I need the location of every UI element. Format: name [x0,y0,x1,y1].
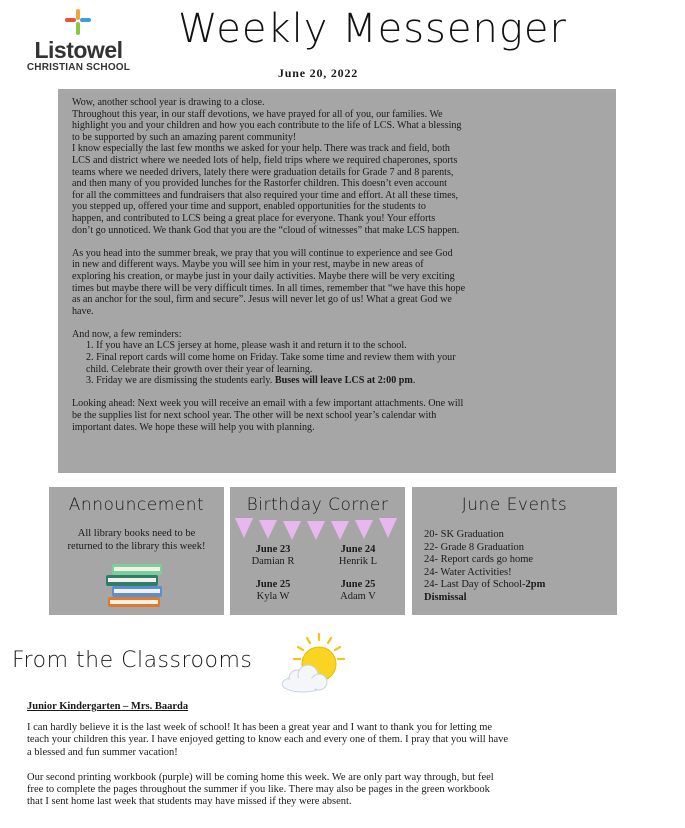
cross-logo-icon [64,8,92,36]
letter-line: as an anchor for the soul, firm and secure”. Jesus will never let go of us! What a great God we [72,294,452,306]
event-item: 22- Grade 8 Graduation [424,541,525,553]
birthday-date: June 24 [340,544,376,555]
text-line: a blessed and fun summer vacation! [27,746,178,758]
letter-line: As you head into the summer break, we pray that you will continue to experience and see God [72,247,453,259]
reminder-item [72,375,592,387]
letter-line: teams where we needed drivers, lately there were graduation details for Grade 7 and 8 parents, [72,166,454,178]
letter-line: exploring his creation, or maybe just in your daily activities. Maybe there will be very exciting [72,270,455,282]
letter-line: be the supplies list for next school year. The other will be next school year’s calendar with [72,410,437,422]
letter-line: Wow, another school year is drawing to a close. [72,97,265,108]
letter-line: and then many of you provided lunches for the Rastorfer children. This doesn’t even account [72,178,447,190]
reminder-item: 1. If you have an LCS jersey at home, please wash it and return it to the school. [86,340,407,352]
school-logo [26,8,131,78]
letter-line: don’t go unnoticed. We thank God that you are the “cloud of witnesses” that make LCS happen. [72,224,460,236]
letter-line: I know especially the last few months we asked for your help. There was track and field, both [72,143,450,155]
birthday-entry [328,579,388,603]
text-line: teach your children this year. I have enjoyed getting to know each and every one of them. I pray that you will have [27,734,509,746]
books-icon [104,561,166,609]
letter-line: happen, and contributed to LCS being a great place for everyone. Thank you! Your efforts [72,212,436,224]
sun-cloud-icon [277,630,347,698]
event-item: 24- Report cards go home [424,554,534,565]
classroom-message [27,722,647,821]
letter-line: Looking ahead: Next week you will receive an email with a few important attachments. One will [72,398,464,410]
birthday-box [230,487,405,615]
letter-paragraph-1 [72,97,592,236]
event-item-continued [424,592,545,605]
reminder-item: 2. Final report cards will come home on Friday. Take some time and review them with your [86,352,456,364]
birthday-name: Henrik L [338,556,378,567]
text-line: free to complete the pages throughout the summer if you like. There may also be pages in the green workbook [27,784,490,796]
letter-line: LCS and district where we needed lots of help, field trips where we required chaperones, sports [72,154,458,166]
reminder-item-continued: child. Celebrate their growth over their year of learning. [86,363,313,375]
announcement-text [49,527,224,553]
pennant-banner-icon [235,518,400,540]
principal-letter [72,97,592,433]
birthday-entry [243,579,303,603]
birthday-name: Adam V [340,591,376,602]
event-text: 24- Last Day of School- [424,579,526,590]
letter-line: important dates. We hope these will help you with planning. [72,421,315,433]
letter-paragraph-2 [72,248,592,318]
letter-line: have. [72,305,94,317]
classroom-paragraph [27,772,647,809]
logo-name: Listowel [34,37,123,63]
reminder-text: 3. Friday we are dismissing the students early. [86,375,275,387]
birthday-date: June 25 [340,579,376,590]
letter-line: you stepped up, offered your time and support, enabled opportunities for the students to [72,201,426,213]
letter-paragraph-4 [72,398,592,433]
announcement-line: returned to the library this week! [67,541,206,552]
reminders-intro: And now, a few reminders: [72,328,182,340]
birthday-name: Damian R [251,556,295,567]
event-item: 24- Water Activities! [424,566,512,578]
event-bold-time: 2pm [525,579,546,590]
classroom-paragraph [27,722,647,759]
announcement-box [49,487,224,615]
letter-line: to be supported by such an amazing parent community! [72,131,297,143]
section-title-jk: Junior Kindergarten – Mrs. Baarda [27,701,189,712]
event-item [424,579,545,592]
birthday-title: Birthday Corner [246,495,389,515]
text-line: Our second printing workbook (purple) will be coming home this week. We are only part way through, but feel [27,771,494,783]
birthday-entry [243,544,303,568]
june-events-title: June Events [461,495,568,515]
letter-line: Throughout this year, in our staff devotions, we have prayed for all of you, our families. We [72,108,443,120]
letter-line: for all the committees and fundraisers that also required your time and effort. At all these times, [72,189,459,201]
events-list [424,529,545,604]
event-item: 20- SK Graduation [424,529,504,540]
letter-line: times but maybe there will be very difficult times. In all times, remember that “we have this hope [72,282,466,294]
classrooms-heading: From the Classrooms [12,648,253,673]
reminder-end: . [412,375,416,387]
event-bold-dismissal: Dismissal [424,591,467,603]
newsletter-title: Weekly Messenger [178,6,567,52]
birthday-date: June 25 [255,579,291,590]
logo-subtitle: CHRISTIAN SCHOOL [26,62,131,73]
announcement-line: All library books need to be [77,528,196,539]
announcement-title: Announcement [68,495,205,515]
birthday-date: June 23 [255,544,291,555]
birthday-name: Kyla W [256,591,290,602]
letter-line: in new and different ways. Maybe you will see him in your rest, maybe in new areas of [72,259,424,271]
june-events-box [412,487,617,615]
birthday-entry [328,544,388,568]
letter-line: highlight you and your children and how you each contribute to the life of LCS. What a blessing [72,120,462,132]
reminder-bold-text: Buses will leave LCS at 2:00 pm [274,375,413,387]
text-line: I can hardly believe it is the last week of school! It has been a great year and I want to thank you for letting me [27,722,493,733]
newsletter-date: June 20, 2022 [278,66,359,80]
text-line: that I sent home last week that students may have missed if they were absent. [27,796,352,808]
reminders-list [72,340,592,386]
